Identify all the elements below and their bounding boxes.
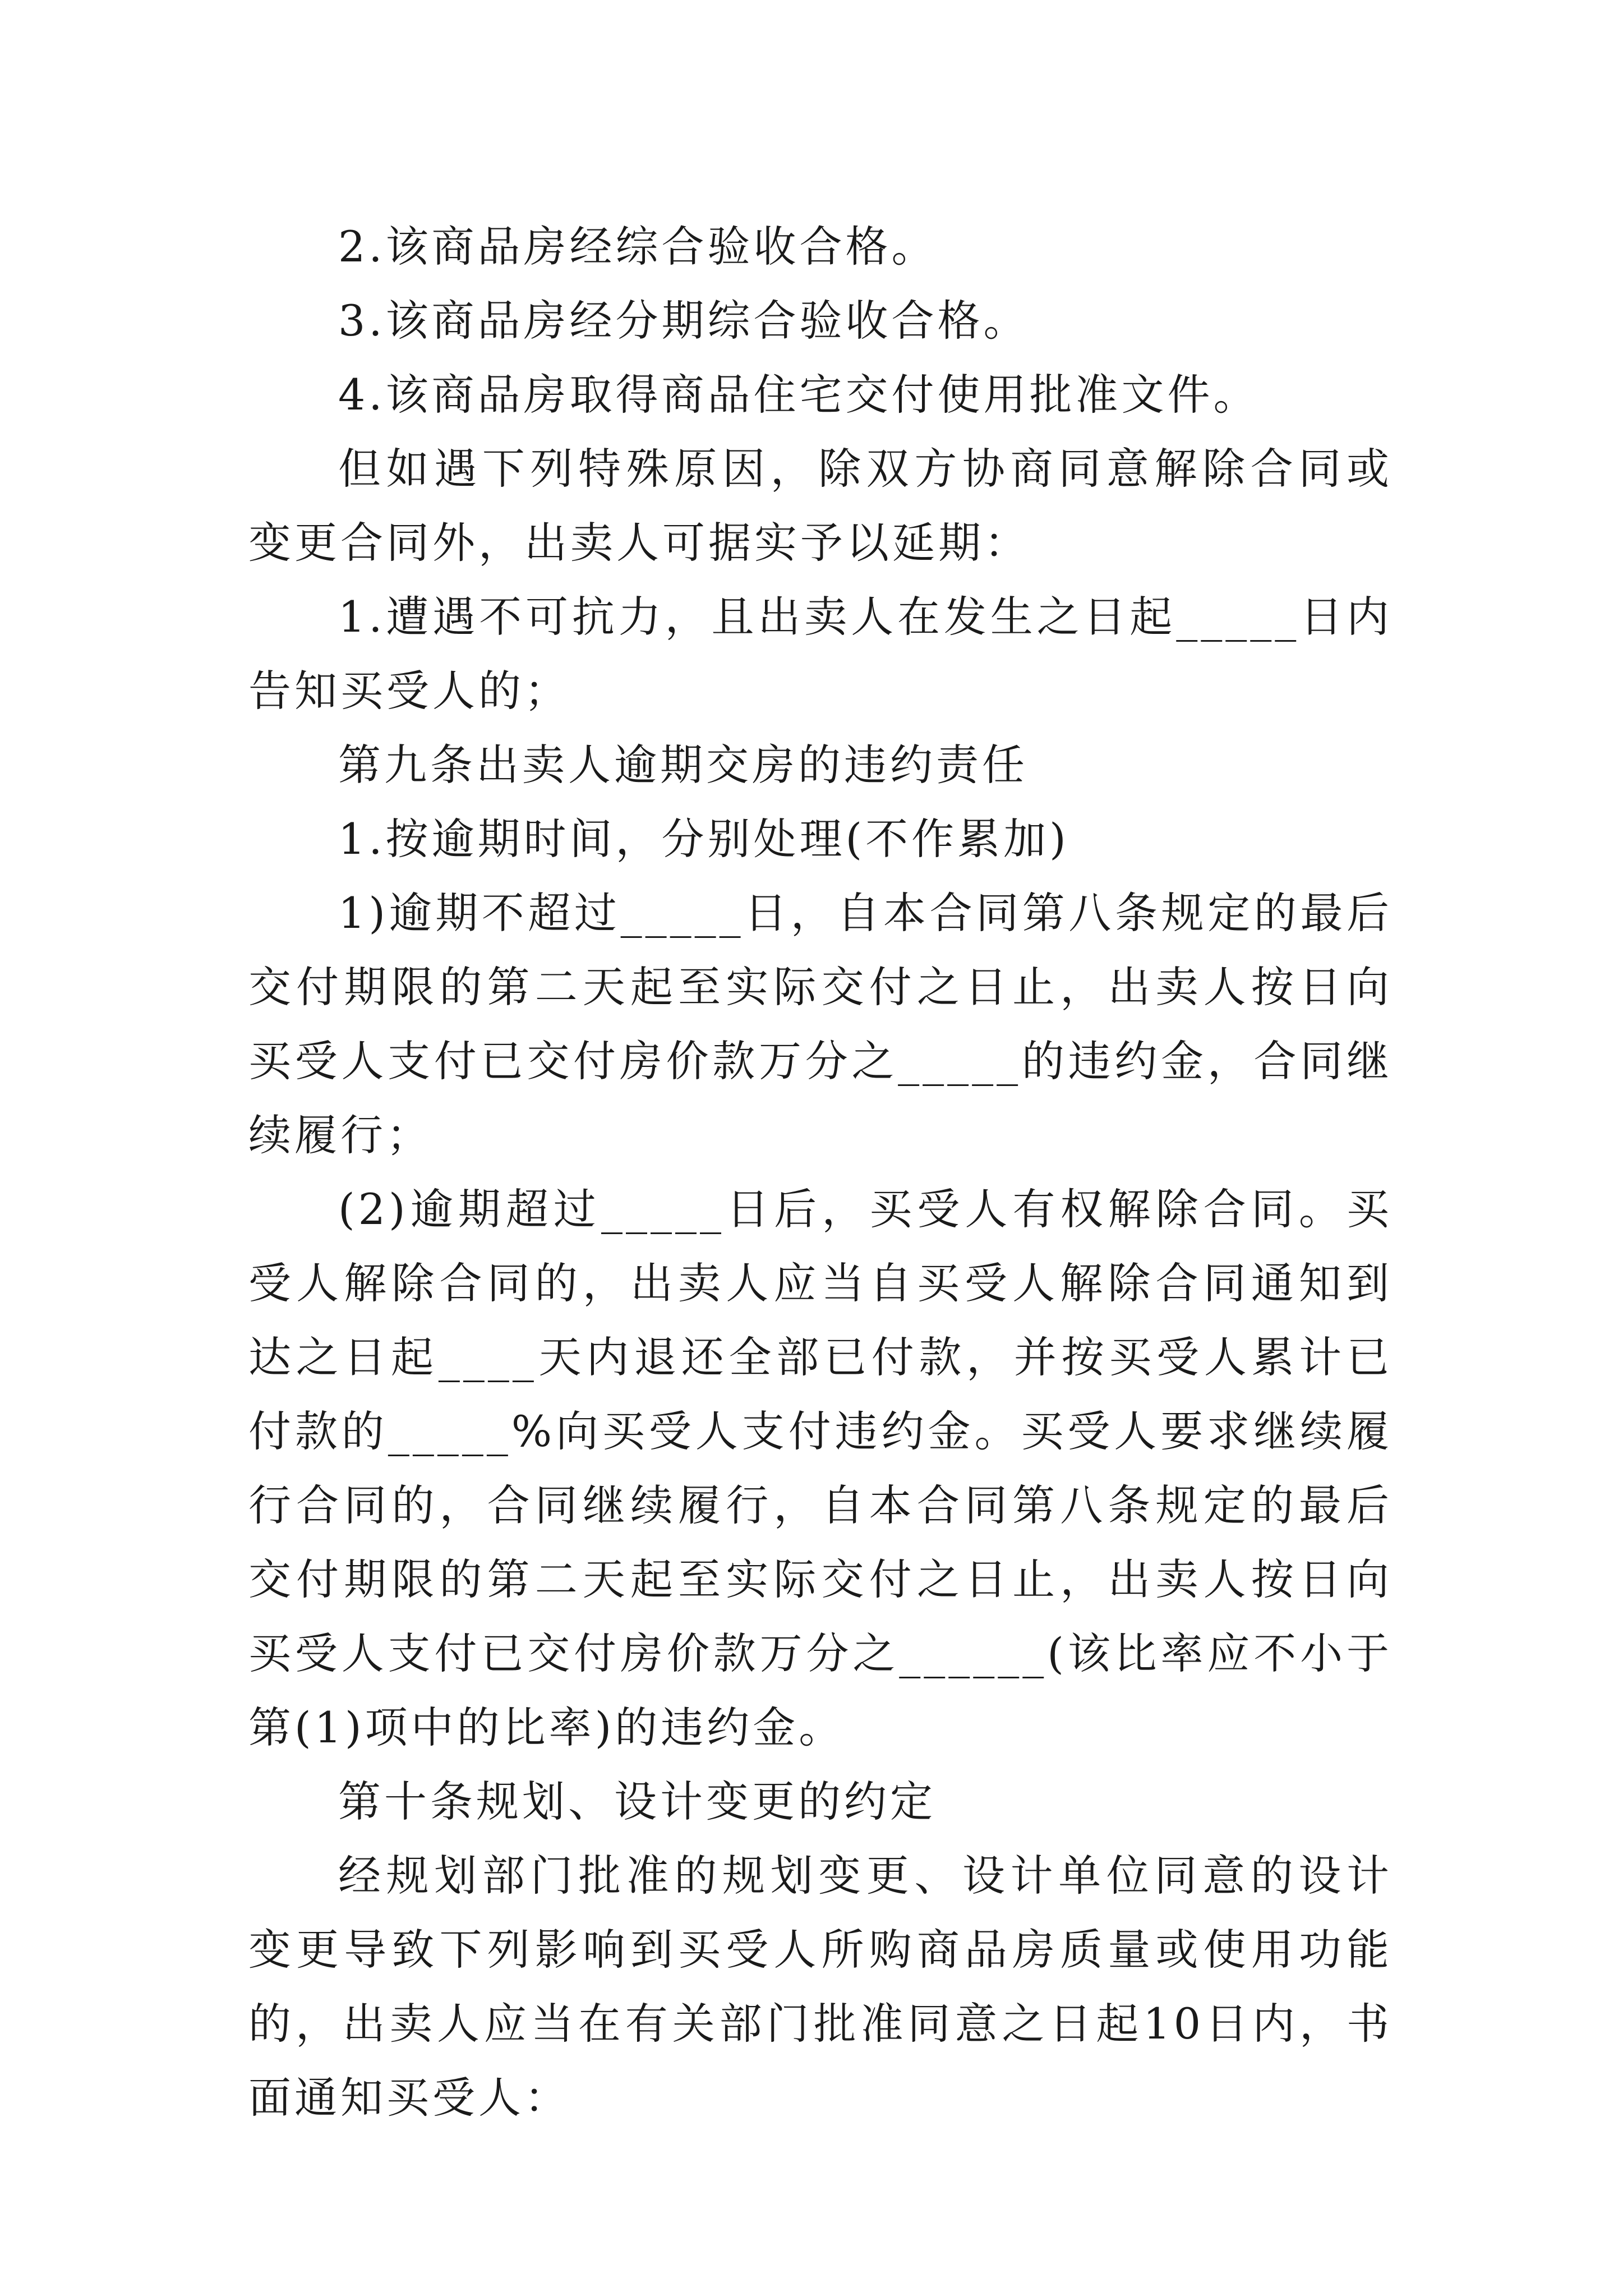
paragraph-delay-exceptions: 但如遇下列特殊原因，除双方协商同意解除合同或变更合同外，出卖人可据实予以延期： xyxy=(248,444,1393,568)
paragraph-force-majeure: 1.遭遇不可抗力，且出卖人在发生之日起_____日内告知买受人的； xyxy=(248,592,1393,716)
paragraph-overdue-handling: 1.按逾期时间，分别处理(不作累加) xyxy=(338,814,1069,864)
contract-text xyxy=(248,210,1393,2135)
paragraph-item-2: 2.该商品房经综合验收合格。 xyxy=(338,222,938,272)
paragraph-overdue-long: (2)逾期超过_____日后，买受人有权解除合同。买受人解除合同的，出卖人应当自买受人解除合同通知到达之日起____天内退还全部已付款，并按买受人累计已付款的_____%向买受人支付违约金。买受人要求继续履行合同的，合同继续履行，自本合同第八条规定的最后交付期限的第二天起至实际交付之日止，出卖人按日向买受人支付已交付房价款万分之______(该比率应不小于第(1)项中的比率)的违约金。 xyxy=(248,1184,1393,1752)
article-10-heading: 第十条规划、设计变更的约定 xyxy=(338,1777,936,1826)
paragraph-item-3: 3.该商品房经分期综合验收合格。 xyxy=(338,296,1030,346)
article-9-heading: 第九条出卖人逾期交房的违约责任 xyxy=(338,740,1028,790)
paragraph-item-4: 4.该商品房取得商品住宅交付使用批准文件。 xyxy=(338,370,1260,420)
paragraph-overdue-short: 1)逾期不超过_____日，自本合同第八条规定的最后交付期限的第二天起至实际交付之日止，出卖人按日向买受人支付已交付房价款万分之_____的违约金，合同继续履行； xyxy=(248,888,1393,1160)
paragraph-plan-change: 经规划部门批准的规划变更、设计单位同意的设计变更导致下列影响到买受人所购商品房质量或使用功能的，出卖人应当在有关部门批准同意之日起10日内，书面通知买受人： xyxy=(248,1851,1393,2123)
